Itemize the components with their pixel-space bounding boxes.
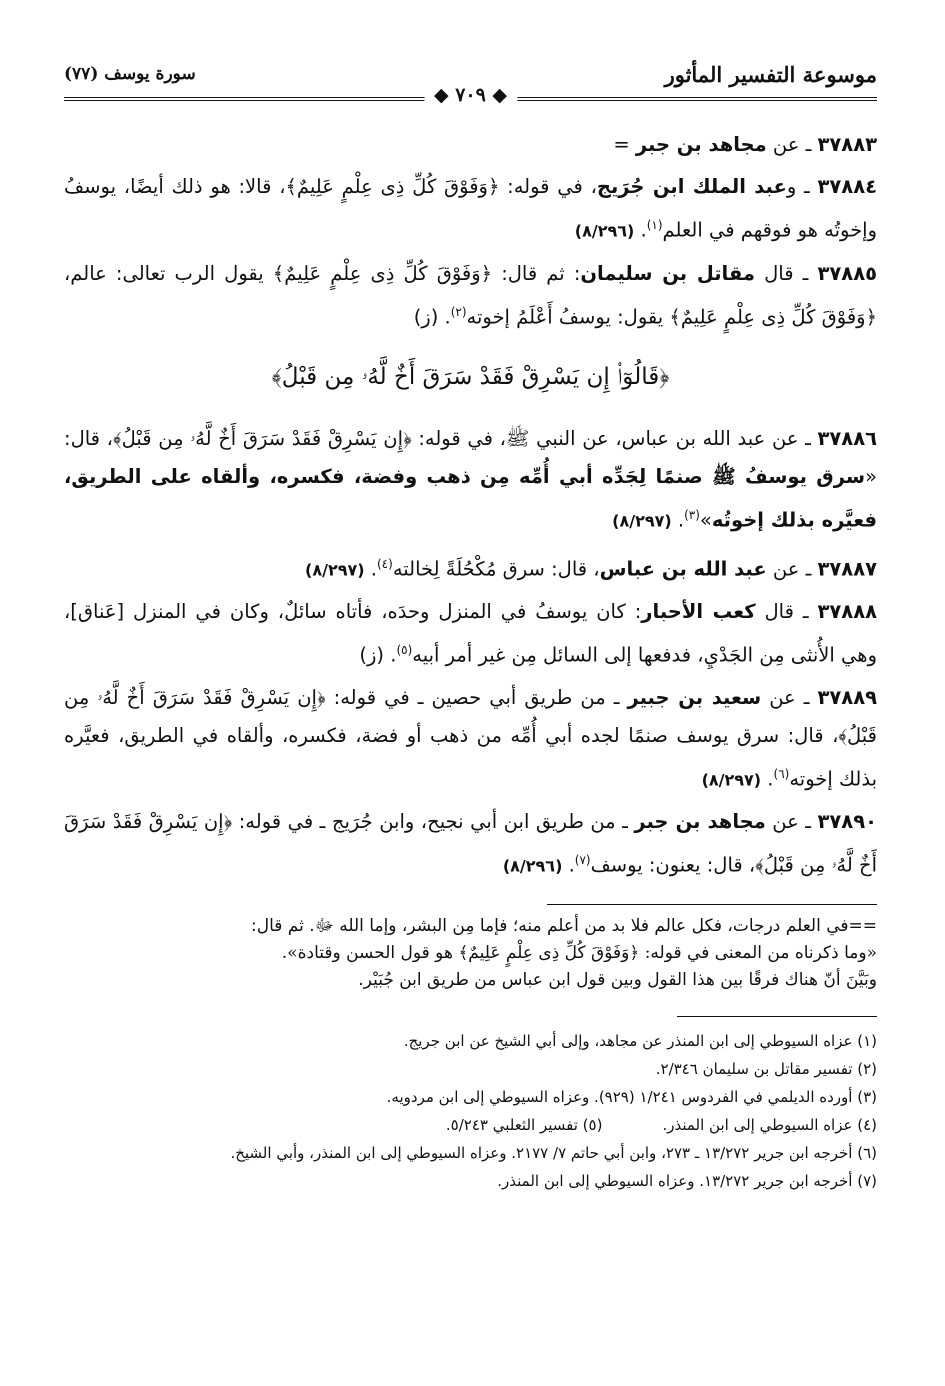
narration-entry [64, 803, 877, 886]
quran-quote: ﴿وَفَوْقَ كُلِّ ذِى عِلْمٍ عَلِيمٌ﴾ [669, 305, 877, 328]
entry-text: : كان يوسفُ في المنزل وحدَه، فأتاه سائلٌ، وكان في المنزل [عَناق]، وهي الأُنثى مِن الجَدْيِ، فدفعها إلى السائل مِن غير أمر أبيه [64, 600, 877, 667]
narration-entry [64, 168, 877, 251]
narrator-name: عبد الله بن عباس [599, 557, 767, 580]
entry-text: ـ عن [761, 685, 818, 709]
entry-text: ـ من طريق أبي حصين ـ في قوله: [325, 685, 628, 709]
footnote-row [64, 1111, 877, 1139]
entry-text: ـ عن [766, 133, 818, 156]
entry-number: ٣٧٨٩٠ [817, 810, 877, 833]
entry-number: ٣٧٨٨٨ [817, 600, 878, 623]
volume-reference: (٨/٢٩٧) [305, 560, 365, 579]
quran-quote: ﴿وَفَوْقَ كُلِّ ذِى عِلْمٍ عَلِيمٌ﴾ [285, 175, 500, 198]
volume-reference: (٨/٢٩٧) [612, 511, 672, 531]
footnotes [64, 1027, 877, 1195]
footnote-marker: (٦) [773, 766, 790, 781]
entry-number: ٣٧٨٨٥ [817, 261, 877, 285]
entry-number: ٣٧٨٨٣ [817, 133, 877, 156]
entry-text: ـ عن عبد الله بن عباس، عن النبي ﷺ، في قوله: [411, 427, 818, 450]
footnote: (٥) تفسير الثعلبي ٥/٢٤٣. [445, 1115, 603, 1134]
entry-text: ـ و [786, 175, 818, 198]
narration-entry [64, 593, 877, 675]
entry-text: : ثم قال: [492, 261, 581, 285]
entry-number: ٣٧٨٨٦ [817, 427, 878, 450]
entry-text: ـ عن [766, 557, 818, 580]
book-page [64, 56, 877, 1346]
volume-reference: (٨/٢٩٦) [574, 221, 635, 241]
narrator-name: سرق يوسفُ ﷺ صنمًا لِجَدِّه أبي أُمِّه مِن ذهب وفضة، فكسره، وألقاه على الطريق، فعيَّره بذلك إخوتُه [64, 465, 877, 532]
continuation-line: «وما ذكرناه من المعنى في قوله: ﴿وَفَوْقَ كُلِّ ذِى عِلْمٍ عَلِيمٌ﴾ هو قول الحسن وقتادة». [281, 942, 877, 963]
entry-text: ـ عن [765, 810, 818, 833]
entry-text: . [364, 557, 377, 580]
verse-heading: ﴿قَالُوٓا۟ إِن يَسْرِقْ فَقَدْ سَرَقَ أَخٌ لَّهُۥ مِن قَبْلُ﴾ [271, 364, 670, 390]
narrator-name: مجاهد بن جبر [634, 810, 766, 833]
footnote-marker: (٤) [376, 556, 393, 571]
volume-reference: (٨/٢٩٦) [502, 856, 563, 876]
header-rule [64, 84, 877, 106]
entry-text: ، قال: يعنون: يوسف [590, 853, 756, 877]
continuation-line: ==في العلم درجات، فكل عالم فلا بد من أعلم منه؛ فإما مِن البشر، وإما الله ﷻ. ثم قال: [251, 915, 877, 936]
continuation-line: وبَيَّنَ أنّ هناك فرقًا بين هذا القول وبين قول ابن عباس من طريق ابن جُبَيْر. [358, 969, 877, 990]
entry-text: ، قال: سرق يوسف صنمًا لجده أبي أُمِّه من ذهب أو فضة، فكسره، وألقاه في الطريق، فعيَّره بذلك إخوته [64, 723, 877, 790]
footnote: (٢) تفسير مقاتل بن سليمان ٢/٣٤٦. [655, 1059, 877, 1078]
entry-text: . [761, 767, 774, 790]
entries-before-verse [64, 126, 877, 336]
entry-text: ـ قال [755, 600, 818, 623]
continuation-separator [547, 904, 877, 905]
quran-quote: ﴿وَفَوْقَ كُلِّ ذِى عِلْمٍ عَلِيمٌ﴾ [272, 261, 493, 285]
entry-number: ٣٧٨٨٤ [817, 175, 878, 198]
narration-entry [64, 679, 877, 800]
footnote-marker: (٥) [396, 643, 413, 657]
footnote-marker: (١) [646, 218, 663, 232]
entry-text: يقول الرب تعالى: عالم، [64, 261, 273, 285]
footnote: (١) عزاه السيوطي إلى ابن المنذر عن مجاهد، وإلى أبي الشيخ عن ابن جريج. [403, 1031, 877, 1050]
footnotes-separator [677, 1016, 877, 1017]
quran-quote: ﴿إِن يَسْرِقْ فَقَدْ سَرَقَ أَخٌ لَّهُۥ مِن قَبْلُ﴾ [64, 810, 877, 877]
page-number: ◆ ٧٠٩ ◆ [424, 84, 517, 106]
quran-quote: ﴿إِن يَسْرِقْ فَقَدْ سَرَقَ أَخٌ لَّهُۥ مِن قَبْلُ﴾ [64, 685, 877, 747]
book-title: موسوعة التفسير المأثور [664, 61, 877, 87]
entry-number: ٣٧٨٨٩ [817, 685, 877, 709]
footnote: (٦) أخرجه ابن جرير ١٣/٢٧٢ ـ ٢٧٣، وابن أبي حاتم ٧/ ٢١٧٧. وعزاه السيوطي إلى ابن المنذر، وأبي الشيخ. [230, 1143, 877, 1162]
footnote: (٧) أخرجه ابن جرير ١٣/٢٧٢. وعزاه السيوطي إلى ابن المنذر. [497, 1171, 877, 1190]
page-number-value: ٧٠٩ [455, 84, 486, 106]
entry-text: = [613, 133, 636, 156]
entry-text: ، قالا: هو ذلك أيضًا، يوسفُ وإخوتُه هو فوقهم في العلم [64, 175, 877, 242]
narration-entry [64, 126, 877, 164]
entry-text: ـ قال [754, 261, 818, 285]
entry-text: يقول: يوسفُ أَعْلَمُ إخوته [466, 305, 670, 328]
narrator-name: كعب الأحبار [641, 600, 756, 623]
footnote: (٣) أورده الديلمي في الفردوس ١/٢٤١ (٩٢٩). وعزاه السيوطي إلى ابن مردويه. [386, 1087, 877, 1106]
footnote: (٤) عزاه السيوطي إلى ابن المنذر. [662, 1115, 877, 1134]
quran-quote: ﴿إِن يَسْرِقْ فَقَدْ سَرَقَ أَخٌ لَّهُۥ مِن قَبْلُ﴾ [112, 427, 412, 450]
surah-label: سورة يوسف (٧٧) [64, 64, 196, 84]
narration-entry [64, 420, 877, 541]
continuation-note [64, 913, 877, 994]
narrator-name: مقاتل بن سليمان [580, 261, 755, 285]
narrator-name: سعيد بن جبير [627, 685, 762, 709]
footnote-marker: (٧) [574, 853, 591, 867]
narration-entry [64, 545, 877, 590]
narrator-name: مجاهد بن جبر [635, 133, 767, 156]
entries-after-verse [64, 420, 877, 886]
footnote-marker: (٢) [450, 304, 467, 319]
footnote-marker: (٣) [684, 508, 700, 522]
narrator-name: عبد الملك ابن جُرَيج [596, 175, 787, 198]
entry-text: . [634, 218, 647, 242]
entry-text: . [562, 853, 575, 877]
entry-text: ، في قوله: [499, 175, 597, 198]
entry-text: . [671, 508, 685, 532]
narration-entry [64, 255, 877, 337]
entry-number: ٣٧٨٨٧ [817, 557, 877, 580]
entry-text: » [699, 508, 712, 532]
volume-reference: (٨/٢٩٧) [701, 770, 762, 789]
entry-text: ، قال: سرق مُكْحُلَةً لِخالته [392, 557, 600, 580]
entry-text: ـ من طريق ابن أبي نجيح، وابن جُرَيج ـ في قوله: [232, 810, 635, 833]
entry-text: . (ز) [413, 305, 451, 328]
entry-text: ، قال: « [64, 427, 877, 488]
entry-text: . (ز) [359, 643, 397, 667]
